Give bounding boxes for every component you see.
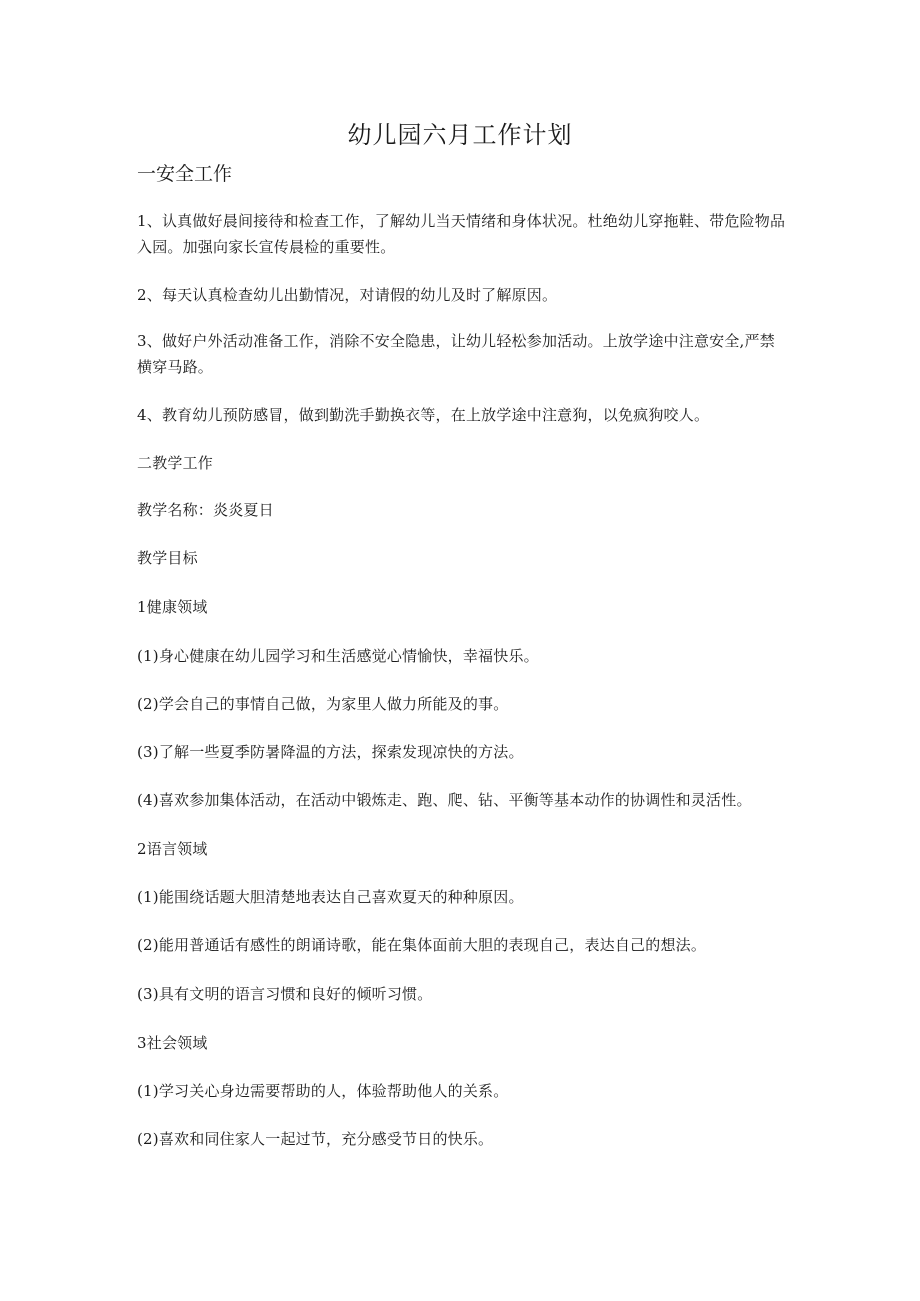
health-item-4: (4)喜欢参加集体活动，在活动中锻炼走、跑、爬、钻、平衡等基本动作的协调性和灵活性。 <box>137 791 752 809</box>
social-item-2: (2)喜欢和同住家人一起过节，充分感受节日的快乐。 <box>137 1130 494 1148</box>
language-item-2: (2)能用普通话有感性的朗诵诗歌，能在集体面前大胆的表现自己，表达自己的想法。 <box>137 936 707 954</box>
section-heading-teaching: 二教学工作 <box>137 454 214 472</box>
health-item-2: (2)学会自己的事情自己做，为家里人做力所能及的事。 <box>137 695 509 713</box>
health-heading: 1健康领域 <box>137 598 208 616</box>
health-item-1: (1)身心健康在幼儿园学习和生活感觉心情愉快，幸福快乐。 <box>137 647 539 665</box>
health-item-3: (3)了解一些夏季防暑降温的方法，探索发现凉快的方法。 <box>137 743 524 761</box>
language-item-1: (1)能围绕话题大胆清楚地表达自己喜欢夏天的种种原因。 <box>137 888 524 906</box>
teaching-goal-heading: 教学目标 <box>137 549 198 567</box>
safety-item-3: 3、做好户外活动准备工作，消除不安全隐患，让幼儿轻松参加活动。上放学途中注意安全,严禁横穿马路。 <box>137 332 775 376</box>
social-item-1: (1)学习关心身边需要帮助的人，体验帮助他人的关系。 <box>137 1082 509 1100</box>
document-title: 幼儿园六月工作计划 <box>347 121 573 149</box>
section-heading-safety: 一安全工作 <box>137 163 233 185</box>
safety-item-1: 1、认真做好晨间接待和检查工作，了解幼儿当天情绪和身体状况。杜绝幼儿穿拖鞋、带危险物品入园。加强向家长宣传晨检的重要性。 <box>137 212 786 256</box>
language-item-3: (3)具有文明的语言习惯和良好的倾听习惯。 <box>137 985 433 1003</box>
social-heading: 3社会领域 <box>137 1034 208 1052</box>
teaching-name: 教学名称：炎炎夏日 <box>137 501 274 519</box>
safety-item-2: 2、每天认真检查幼儿出勤情况，对请假的幼儿及时了解原因。 <box>137 286 558 304</box>
language-heading: 2语言领域 <box>137 840 208 858</box>
safety-item-4: 4、教育幼儿预防感冒，做到勤洗手勤换衣等，在上放学途中注意狗，以免疯狗咬人。 <box>137 406 710 424</box>
